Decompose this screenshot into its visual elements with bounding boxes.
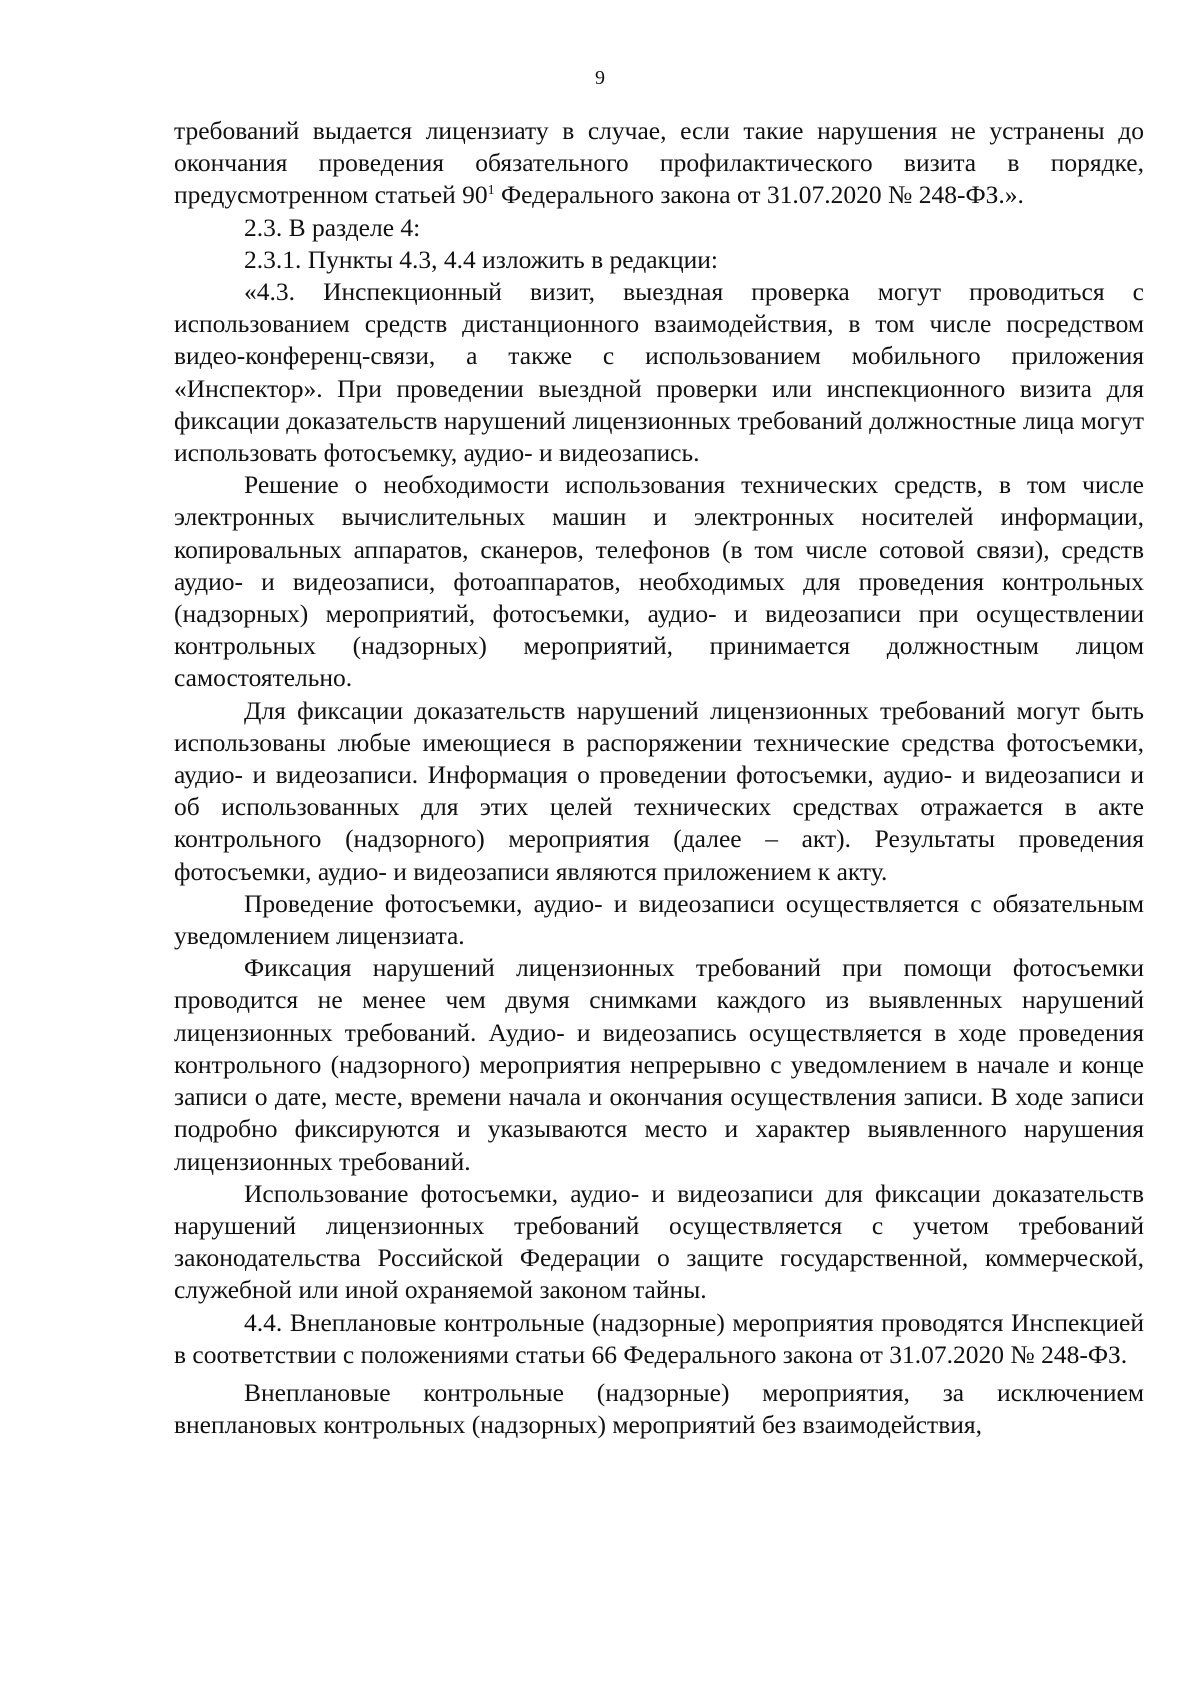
paragraph-continuation <box>174 115 1144 212</box>
paragraph-text: требований выдается лицензиату в случае, если такие нарушения не устранены до окончания проведения обязательного профилактического визита в порядке, предусмотренном статьей 90 <box>174 116 1144 210</box>
page-number: 9 <box>595 67 605 89</box>
paragraph-text: Федерального закона от 31.07.2020 № 248-ФЗ.». <box>494 180 1024 210</box>
paragraph-4-4: 4.4. Внеплановые контрольные (надзорные) мероприятия проводятся Инспекцией в соответствии с положениями статьи 66 Федерального закона от 31.07.2020 № 248-ФЗ. <box>174 1307 1144 1369</box>
document-body <box>174 115 1144 1441</box>
superscript: 1 <box>487 183 495 199</box>
paragraph-subsection-heading: 2.3.1. Пункты 4.3, 4.4 изложить в редакции: <box>244 244 718 274</box>
paragraph-fixation: Фиксация нарушений лицензионных требований при помощи фотосъемки проводится не менее чем двумя снимками каждого из выявленных нарушений лицензионных требований. Аудио- и видеозапись осуществляется в ходе проведения контрольного (надзорного) мероприятия непрерывно с уведомлением в начале и конце записи о дате, месте, времени начала и окончания осуществления записи. В ходе записи подробно фиксируются и указываются место и характер выявленного нарушения лицензионных требований. <box>174 953 1144 1176</box>
paragraph-notification: Проведение фотосъемки, аудио- и видеозаписи осуществляется с обязательным уведомлением лицензиата. <box>174 888 1144 951</box>
paragraph-technical-means: Решение о необходимости использования технических средств, в том числе электронных вычислительных машин и электронных носителей информации, копировальных аппаратов, сканеров, телефонов (в том числе сотовой связи), средств аудио- и видеозаписи, фотоаппаратов, необходимых для проведения контрольных (надзорных) мероприятий, фотосъемки, аудио- и видеозаписи при осуществлении контрольных (надзорных) мероприятий, принимается должностным лицом самостоятельно. <box>174 470 1144 693</box>
paragraph-section-heading: 2.3. В разделе 4: <box>244 212 421 242</box>
paragraph-evidence-recording: Для фиксации доказательств нарушений лицензионных требований могут быть использованы любые имеющиеся в распоряжении технические средства фотосъемки, аудио- и видеозаписи. Информация о проведении фотосъемки, аудио- и видеозаписи и об использованных для этих целей технических средствах отражается в акте контрольного (надзорного) мероприятия (далее – акт). Результаты проведения фотосъемки, аудио- и видеозаписи являются приложением к акту. <box>174 695 1144 886</box>
paragraph-legal-requirements: Использование фотосъемки, аудио- и видеозаписи для фиксации доказательств нарушений лицензионных требований осуществляется с учетом требований законодательства Российской Федерации о защите государственной, коммерческой, служебной или иной охраняемой законом тайны. <box>174 1178 1144 1305</box>
paragraph-4-3: «4.3. Инспекционный визит, выездная проверка могут проводиться с использованием средств дистанционного взаимодействия, в том числе посредством видео-конференц-связи, а также с использованием мобильного приложения «Инспектор». При проведении выездной проверки или инспекционного визита для фиксации доказательств нарушений лицензионных требований должностные лица могут использовать фотосъемку, аудио- и видеозапись. <box>174 277 1144 468</box>
paragraph-unscheduled-measures: Внеплановые контрольные (надзорные) мероприятия, за исключением внеплановых контрольных (надзорных) мероприятий без взаимодействия, <box>174 1377 1144 1440</box>
